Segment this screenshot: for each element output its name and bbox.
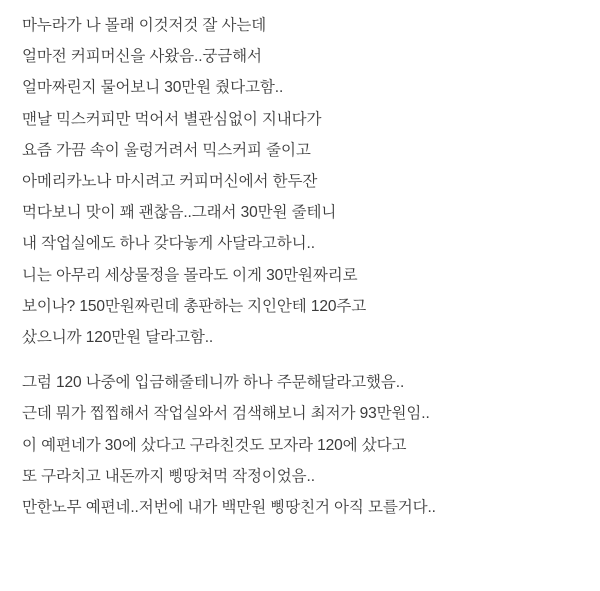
text-line: 이 예편네가 30에 샀다고 구라친것도 모자라 120에 샀다고 [22, 436, 407, 454]
text-line: 니는 아무리 세상물정을 몰라도 이게 30만원짜리로 [22, 266, 358, 284]
story-text-block [22, 10, 584, 523]
text-line: 아메리카노나 마시려고 커피머신에서 한두잔 [22, 173, 318, 191]
text-line: 근데 뭐가 찝찝해서 작업실와서 검색해보니 최저가 93만원임.. [22, 405, 430, 423]
text-line: 먹다보니 맛이 꽤 괜찮음..그래서 30만원 줄테니 [22, 204, 337, 222]
text-line: 얼마짜린지 물어보니 30만원 줬다고함.. [22, 79, 284, 97]
text-line: 내 작업실에도 하나 갖다놓게 사달라고하니.. [22, 235, 315, 253]
text-line: 보이나? 150만원짜린데 총판하는 지인안테 120주고 [22, 297, 367, 315]
text-line: 얼마전 커피머신을 사왔음..궁금해서 [22, 48, 262, 66]
text-line: 만한노무 예편네..저번에 내가 백만원 삥땅친거 아직 모를거다.. [22, 499, 436, 517]
text-line: 그럼 120 나중에 입금해줄테니까 하나 주문해달라고했음.. [22, 374, 405, 392]
text-line: 또 구라치고 내돈까지 삥땅쳐먹 작정이었음.. [22, 467, 315, 485]
text-line: 맨날 믹스커피만 먹어서 별관심없이 지내다가 [22, 110, 322, 128]
text-line: 요즘 가끔 속이 울렁거려서 믹스커피 줄이고 [22, 141, 311, 159]
text-line: 샀으니까 120만원 달라고함.. [22, 329, 214, 347]
paragraph-2 [22, 367, 584, 523]
paragraph-1 [22, 10, 584, 353]
text-line: 마누라가 나 몰래 이것저것 잘 사는데 [22, 17, 267, 34]
